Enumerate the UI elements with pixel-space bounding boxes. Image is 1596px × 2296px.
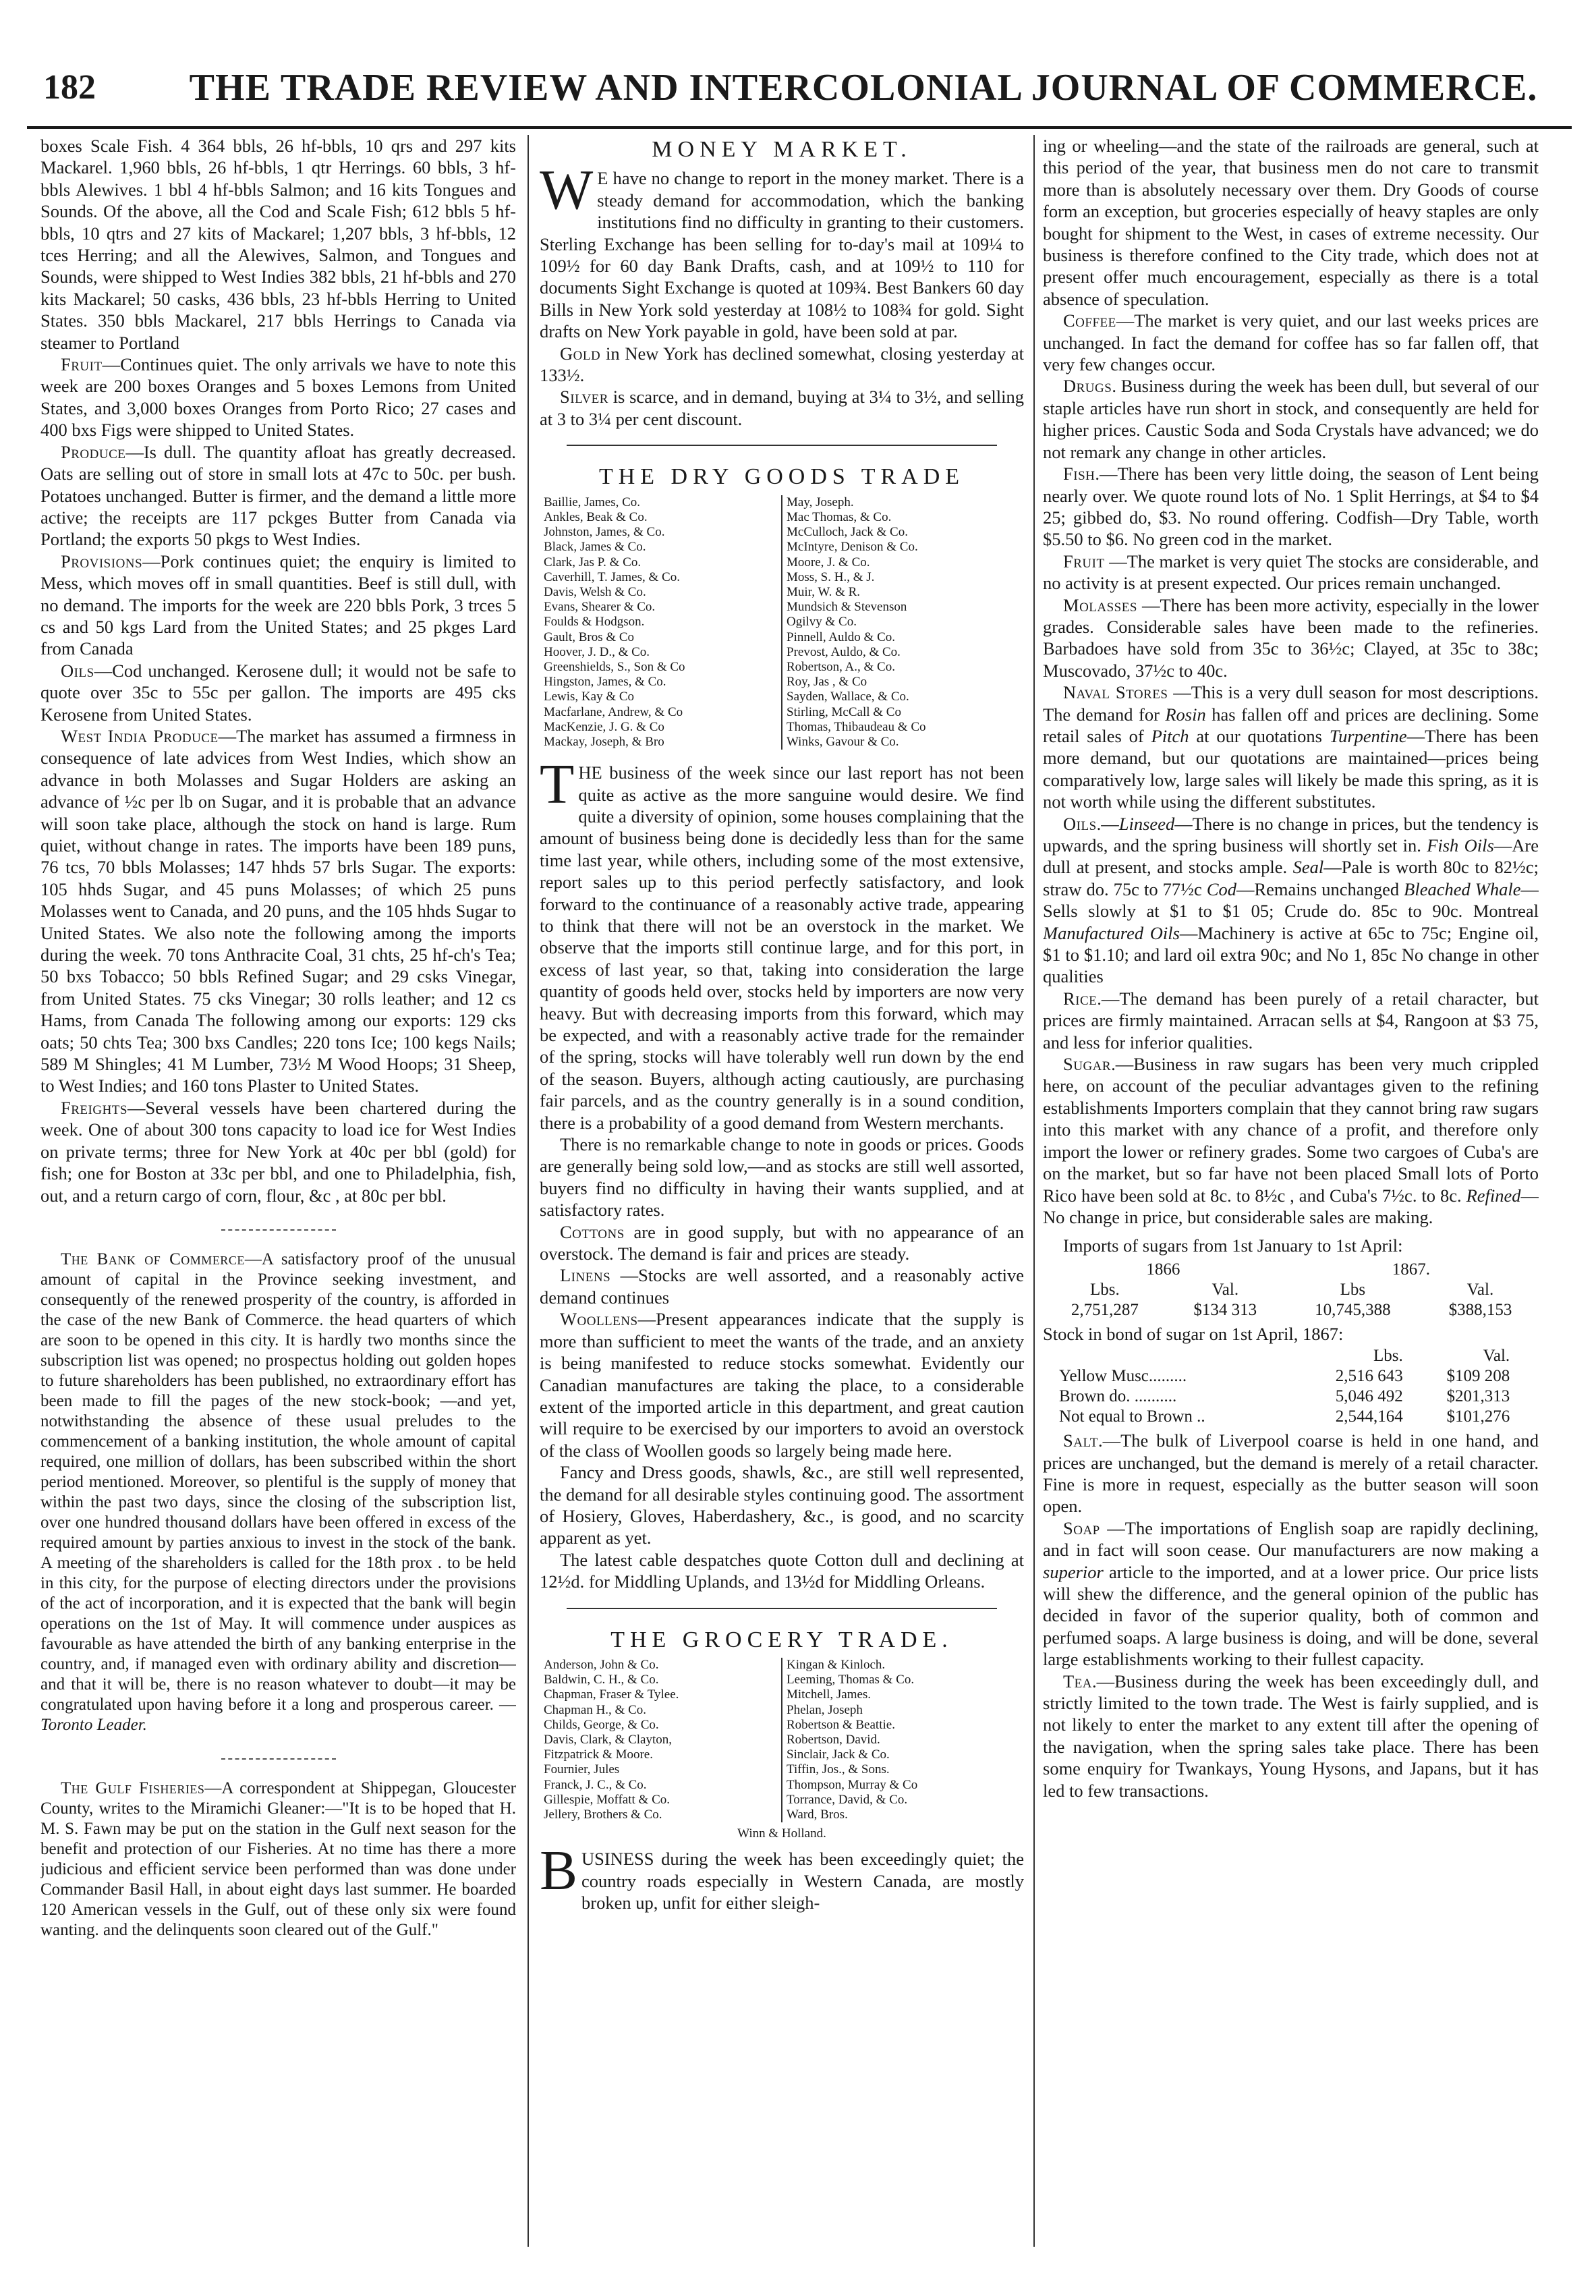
dropcap: W bbox=[540, 159, 594, 222]
firm-name: Ward, Bros. bbox=[787, 1808, 848, 1822]
fish-exports-paragraph: boxes Scale Fish. 4 364 bbls, 26 hf-bbls, 10 qrs and 297 kits Mackarel. 1,960 bbls, 26 hf-bbls, 1 qtr Herrings. 60 bbls, 3 hf-bbls Alewives. 1 bbl 4 hf-bbls Salmon; and 16 kits Tongues and Sounds. Of the above, all the Cod and Scale Fish; 612 bbls 5 hf-bbls, 10 qtrs and 27 kits of Mackarel; 1,207 bbls, 3 hf-bbls, 12 tces Herring; and all the Alewives, Salmon, and Tongues and Sounds, were shipped to West Indies 382 bbls, 21 hf-bbls and 270 kits Mackarel; 50 casks, 436 bbls, 23 hf-bbls Herring to United States. 350 bbls Mackarel, 217 bbls Herrings to Canada via steamer to Portland bbox=[40, 136, 516, 353]
money-market-text: E have no change to report in the money market. There is a steady demand for accommodation, which the banking institutions find no difficulty in granting to their customers. Sterling Exchange has been selling for to-day's mail at 109¼ to 109½ for 60 day Bank Drafts, cash, and at 109½ to 110 for documents Sight Exchange is quoted at 109¾. Best Bankers 60 day Bills in New York sold yesterday at 108½ to 108¾ for gold. Sight drafts on New York payable in gold, have been sold at par. bbox=[540, 168, 1024, 342]
section-divider bbox=[221, 1229, 336, 1231]
seal-term: Seal bbox=[1292, 857, 1324, 878]
firm-name: Thompson, Murray & Co bbox=[787, 1777, 918, 1792]
firms-left-column bbox=[540, 1658, 781, 1822]
table-header: Lbs. bbox=[1373, 1347, 1403, 1366]
oils-paragraph bbox=[40, 660, 516, 725]
bleached-whale-term: Bleached Whale bbox=[1404, 878, 1521, 899]
column-rule-1 bbox=[528, 135, 529, 2247]
fish-text: .—There has been very little doing, the season of Lent being nearly over. We quote round lots of No. 1 Split Herrings, at $4 to $4 25; gibbed do, $3. No round offering. Codfish—Dry Table, worth $5.50 to $6. No green cod in the market. bbox=[1043, 464, 1539, 550]
linens-paragraph bbox=[540, 1264, 1024, 1308]
drugs-heading: Drugs bbox=[1063, 376, 1112, 397]
firm-name: Hoover, J. D., & Co. bbox=[544, 644, 650, 659]
firm-name: Lewis, Kay & Co bbox=[544, 690, 635, 704]
naval-text: has fallen off and prices are declining. Some retail sales of bbox=[1043, 704, 1539, 746]
table-cell: 5,046 492 bbox=[1335, 1387, 1403, 1406]
table-row bbox=[1056, 1407, 1512, 1427]
table-cell: $201,313 bbox=[1446, 1387, 1510, 1406]
imports-caption: Imports of sugars from 1st January to 1st April: bbox=[1063, 1235, 1403, 1256]
naval-stores-paragraph bbox=[1043, 681, 1539, 812]
table-cell: Brown do. .......... bbox=[1059, 1387, 1177, 1406]
silver-text: is scarce, and in demand, buying at 3¼ to 3½, and selling at 3 to 3¼ per cent discount. bbox=[540, 387, 1024, 429]
produce-heading: Produce bbox=[61, 441, 126, 462]
oils-text: —Pale is worth 80c to 82½c; straw do. 75c to 77½c bbox=[1043, 857, 1539, 899]
turpentine-term: Turpentine bbox=[1329, 725, 1407, 746]
provisions-text: —Pork continues quiet; the enquiry is limited to Mess, which moves off in small quantities. Beef is still dull, with no demand. The imports for the week are 220 bbls Pork, 3 trces 5 cs and 50 kgs Lard from the United States; and 25 pkges Lard from Canada bbox=[40, 551, 516, 659]
stock-caption: Stock in bond of sugar on 1st April, 1867: bbox=[1043, 1323, 1344, 1344]
grocery-continued-paragraph: ing or wheeling—and the state of the railroads are general, such at this period of the year, that business men do not care to transmit more than is absolutely necessary over them. Dry Goods of course form an exception, but groceries especially of heavy staples are only bought for shipment to the West, in cases of extreme necessity. Our business is therefore confined to the City trade, which does not at present offer much encouragement, especially as there is a total absence of speculation. bbox=[1043, 136, 1539, 309]
column-3 bbox=[1043, 135, 1539, 2260]
firm-name: Baillie, James, Co. bbox=[544, 495, 641, 509]
firm-name: McCulloch, Jack & Co. bbox=[787, 525, 908, 540]
table-header: Lbs bbox=[1340, 1280, 1366, 1299]
rice-paragraph bbox=[1043, 988, 1539, 1053]
coffee-paragraph bbox=[1043, 310, 1539, 375]
firm-name: Mundsich & Stevenson bbox=[787, 600, 907, 615]
firm-name: Gillespie, Moffatt & Co. bbox=[544, 1792, 670, 1807]
firms-right-column bbox=[781, 495, 1024, 750]
drugs-paragraph bbox=[1043, 375, 1539, 463]
fruit-text: —Continues quiet. The only arrivals we have to note this week are 200 boxes Oranges and 5 boxes Lemons from United States, and 3,000 boxes Oranges from Porto Rico; 27 cases and 400 bxs Figs were shipped to United States. bbox=[40, 354, 516, 441]
firm-name: Robertson, A., & Co. bbox=[787, 659, 895, 674]
dry-goods-paragraph bbox=[540, 753, 1024, 1133]
firms-right-column bbox=[781, 1658, 1024, 1822]
firm-name: Winn & Holland. bbox=[737, 1826, 826, 1841]
section-divider bbox=[221, 1758, 336, 1760]
gulf-text: —A correspondent at Shippegan, Gloucester County, writes to the Miramichi Gleaner:—"It is to be hoped that H. M. S. Fawn may be put on the station in the Gulf next season for the benefit and protection of our Fisheries. At no time has there a more judicious and efficient service been performed than was done under Commander Basil Hall, in about eight days last summer. He boarded 120 American vessels in the Gulf, out of these only six were found wanting. and the delinquents soon cleared out of the Gulf." bbox=[40, 1779, 516, 1939]
firm-name: Chapman, Fraser & Tylee. bbox=[544, 1687, 679, 1702]
gold-heading: Gold bbox=[560, 343, 601, 364]
woollens-paragraph bbox=[540, 1308, 1024, 1461]
firm-name: Black, James & Co. bbox=[544, 540, 646, 555]
grocery-paragraph bbox=[540, 1839, 1024, 1913]
bank-of-commerce-paragraph bbox=[40, 1250, 516, 1735]
firm-name: Mackay, Joseph, & Bro bbox=[544, 734, 664, 749]
table-cell: Yellow Musc......... bbox=[1059, 1367, 1187, 1386]
firm-name: Thomas, Thibaudeau & Co bbox=[787, 719, 926, 734]
page-number: 182 bbox=[43, 68, 96, 107]
firm-name: Anderson, John & Co. bbox=[544, 1657, 659, 1672]
firm-name: Robertson, David. bbox=[787, 1733, 880, 1747]
oils-paragraph: Oils.—Linseed—There is no change in prices, but the tendency is upwards, and the spring business will shortly set in. Fish Oils—Are dull at present, and stocks ample. Seal—Pale is worth 80c to 82½c; straw do. 75c to 77½c Cod—Remains unchanged Bleached Whale—Sells slowly at $1 to $1 05; Crude do. 85c to 90c. Montreal Manufactured Oils—Machinery is active at 65c to 75c; Engine oil, $1 to $1.10; and lard oil extra 90c; and No 1, 85c No change in other qualities bbox=[1043, 813, 1539, 987]
freights-text: —Several vessels have been chartered during the week. One of about 300 tons capacity to load ice for West Indies on private terms; three for New York at 40c per bbl (gold) for fish; one for Boston at 33c per bbl, and one to Philadelphia, fish, out, and a return cargo of corn, flour, &c , at 80c per bbl. bbox=[40, 1097, 516, 1206]
cod-term: Cod bbox=[1206, 878, 1236, 899]
naval-stores-heading: Naval Stores bbox=[1063, 682, 1168, 703]
sugar-paragraph bbox=[1043, 1053, 1539, 1228]
linseed-term: Linseed bbox=[1118, 813, 1175, 834]
firm-name: Stirling, McCall & Co bbox=[787, 704, 901, 719]
dropcap: B bbox=[540, 1839, 578, 1903]
firm-name: Chapman H., & Co. bbox=[544, 1702, 646, 1717]
table-cell: $134 313 bbox=[1193, 1300, 1257, 1319]
woollens-heading: Woollens bbox=[560, 1309, 638, 1330]
section-rule bbox=[567, 445, 997, 446]
coffee-text: —The market is very quiet, and our last weeks prices are unchanged. In fact the demand for coffee has so far fallen off, that very few changes occur. bbox=[1043, 310, 1539, 375]
firm-name: Johnston, James, & Co. bbox=[544, 525, 665, 540]
rosin-term: Rosin bbox=[1165, 704, 1206, 725]
salt-paragraph bbox=[1043, 1430, 1539, 1517]
table-header: Val. bbox=[1483, 1347, 1510, 1366]
cottons-heading: Cottons bbox=[560, 1221, 625, 1242]
table-header: Lbs. bbox=[1090, 1280, 1120, 1299]
salt-heading: Salt bbox=[1063, 1430, 1098, 1451]
section-rule bbox=[567, 1608, 997, 1609]
grocery-text: USINESS during the week has been exceedingly quiet; the country roads especially in Western Canada, are mostly broken up, unfit for either sleigh- bbox=[581, 1849, 1024, 1913]
fish-oils-term: Fish Oils bbox=[1427, 835, 1494, 856]
tea-paragraph bbox=[1043, 1671, 1539, 1801]
firm-name: Sinclair, Jack & Co. bbox=[787, 1747, 890, 1762]
bank-heading: The Bank of Commerce bbox=[61, 1250, 245, 1268]
table-row bbox=[1056, 1366, 1512, 1387]
money-market-title: MONEY MARKET. bbox=[652, 137, 912, 162]
fruit-text: —The market is very quiet The stocks are considerable, and no activity is at present expected. Our prices remain unchanged. bbox=[1043, 551, 1539, 594]
firm-name: Leeming, Thomas & Co. bbox=[787, 1673, 915, 1687]
sugar-text: .—Business in raw sugars has been very much crippled here, on account of the peculiar advantages given to the refining establishments Importers complain that they cannot bring raw sugars into this market with any chance of a profit, and therefore only import the lower or refinery grades. Some two cargoes of Cuba's are on the market, but so far have not been placed Small lots of Porto Rico have been sold at 8c. to 8½c , and Cuba's 7½c. to 8c. bbox=[1043, 1054, 1539, 1206]
page-header bbox=[27, 62, 1572, 129]
grocery-trade-title: THE GROCERY TRADE. bbox=[610, 1627, 953, 1652]
firm-name: Muir, W. & R. bbox=[787, 584, 861, 599]
fish-heading: Fish bbox=[1063, 464, 1095, 484]
fruit-paragraph bbox=[40, 354, 516, 441]
superior-term: superior bbox=[1043, 1561, 1104, 1582]
table-cell: 2,544,164 bbox=[1335, 1407, 1403, 1426]
table-cell: $101,276 bbox=[1446, 1407, 1510, 1426]
tea-text: .—Business during the week has been exceedingly dull, and strictly limited to the town trade. The West is fairly supplied, and is not likely to enter the market to any extent till after the opening of the navigation, when the spring sales take place. There has been some enquiry for Twankays, Young Hysons, and Japans, but it has led to few transactions. bbox=[1043, 1671, 1539, 1801]
west-india-text: —The market has assumed a firmness in consequence of late advices from West Indies, which show an advance in both Molasses and Sugar Holders are asking an advance of ½c per lb on Sugar, and it is probable that an advance will soon take place, although the stock on hand is large. Rum quiet, without change in rates. The imports have been 189 puns, 76 tcs, 70 bbls Molasses; 147 hhds 57 brls Sugar. The exports: 105 hhds Sugar, and 45 puns Molasses; of which 25 puns Molasses went to Canada, and 20 puns, and the 105 hhds Sugar to United States. We also note the following among the imports during the week. 70 tons Anthracite Coal, 31 chts, 25 hf-ch's Tea; 50 bxs Tobacco; 50 bbls Refined Sugar; and 29 csks Vinegar, from United States. 75 cks Vinegar; 30 rolls leather; and 12 cs Hams, from Canada The following among our exports: 129 cks oats; 50 chts Tea; 300 bxs Candles; 220 tons Ice; 100 kegs Nails; 589 M Shingles; 41 M Lumber, 73½ M Wood Hoops; 31 Sheep, to West Indies; and 160 tons Plaster to United States. bbox=[40, 725, 516, 1096]
provisions-heading: Provisions bbox=[61, 551, 143, 571]
table-cell: 2,516 643 bbox=[1335, 1367, 1403, 1386]
table-header: Val. bbox=[1212, 1280, 1239, 1299]
soap-heading: Soap bbox=[1063, 1517, 1100, 1538]
oils-heading: Oils bbox=[61, 660, 94, 681]
freights-heading: Freights bbox=[61, 1097, 127, 1118]
firm-name: Winks, Gavour & Co. bbox=[787, 734, 899, 749]
firm-name: Sayden, Wallace, & Co. bbox=[787, 690, 909, 704]
silver-heading: Silver bbox=[560, 387, 608, 408]
salt-text: .—The bulk of Liverpool coarse is held in one hand, and prices are unchanged, but the demand is merely of a retail character. Fine is more in request, especially as the butter season will soon open. bbox=[1043, 1430, 1539, 1517]
woollens-text: —Present appearances indicate that the supply is more than sufficient to meet the wants of the trade, and an anxiety is being manifested to reduce stocks somewhat. Evidently our Canadian manufactures are taking the place, to a considerable extent of the imported article in this department, and great caution will require to be exercised by our importers to avoid an overstock of the class of Woollen goods so largely being made here. bbox=[540, 1309, 1024, 1461]
west-india-heading: West India Produce bbox=[61, 725, 219, 746]
oils-heading: Oils bbox=[1063, 813, 1097, 834]
firm-name: Ankles, Beak & Co. bbox=[544, 509, 648, 524]
firm-name: MacKenzie, J. G. & Co bbox=[544, 719, 664, 734]
molasses-text: —There has been more activity, especially in the lower grades. Considerable sales have been made to the refineries. Barbadoes have sold from 35c to 36½c; Clayed, at 35c to 38c; Muscovado, 37½c to 40c. bbox=[1043, 594, 1539, 681]
firm-name: Davis, Clark, & Clayton, bbox=[544, 1733, 672, 1747]
firm-name: Moore, J. & Co. bbox=[787, 555, 870, 569]
gold-text: in New York has declined somewhat, closing yesterday at 133½. bbox=[540, 343, 1024, 386]
fish-paragraph bbox=[1043, 463, 1539, 551]
firm-name: Pinnell, Auldo & Co. bbox=[787, 629, 895, 644]
produce-text: —Is dull. The quantity afloat has greatly decreased. Oats are selling out of store in small lots at 47c to 50c. per bush. Potatoes unchanged. Butter is firmer, and the demand a little more active; the receipts are 117 pckges Butter from Canada via Portland; the exports 50 pkgs to West Indies. bbox=[40, 441, 516, 550]
cottons-paragraph bbox=[540, 1221, 1024, 1265]
rice-text: .—The demand has been purely of a retail character, but prices are firmly maintained. Arracan sells at $4, Rangoon at $3 75, and less for inferior qualities. bbox=[1043, 988, 1539, 1053]
soap-text: article to the imported, and at a lower price. Our price lists will shew the difference, and the general opinion of the public has decided in favor of the superior quality, both of common and perfumed soaps. A large business is doing, and will be done, several large establishments working to their fullest capacity. bbox=[1043, 1561, 1539, 1670]
coffee-heading: Coffee bbox=[1063, 310, 1116, 331]
firm-name: McIntyre, Denison & Co. bbox=[787, 540, 918, 555]
naval-text: —There has been more demand, but our quotations are maintained—prices being comparatively low, large sales will likely be made this spring, as it is not worth while using the different substitutes. bbox=[1043, 725, 1539, 812]
grocery-firms bbox=[540, 1658, 1024, 1822]
tea-heading: Tea bbox=[1063, 1671, 1093, 1691]
oils-text: —Are dull at present, and stocks ample. bbox=[1043, 835, 1539, 878]
gulf-heading: The Gulf Fisheries bbox=[61, 1779, 205, 1797]
column-1 bbox=[40, 135, 516, 2260]
west-india-paragraph bbox=[40, 725, 516, 1097]
naval-text: —This is a very dull season for most descriptions. The demand for bbox=[1043, 682, 1539, 725]
manufactured-oils-term: Manufactured Oils bbox=[1043, 922, 1180, 943]
molasses-paragraph bbox=[1043, 594, 1539, 682]
linens-text: —Stocks are well assorted, and a reasonably active demand continues bbox=[540, 1265, 1024, 1308]
oils-text: —There is no change in prices, but the tendency is upwards, and the spring business will shortly set in. bbox=[1043, 813, 1539, 856]
linens-heading: Linens bbox=[560, 1265, 611, 1286]
firm-name: Tiffin, Jos., & Sons. bbox=[787, 1762, 890, 1777]
cable-paragraph: The latest cable despatches quote Cotton dull and declining at 12½d. for Middling Uplands, and 13½d for Middling Orleans. bbox=[540, 1549, 1024, 1592]
silver-paragraph bbox=[540, 386, 1024, 430]
refined-term: Refined bbox=[1466, 1185, 1521, 1206]
firm-name: Baldwin, C. H., & Co. bbox=[544, 1673, 659, 1687]
gold-paragraph bbox=[540, 343, 1024, 387]
table-cell: $388,153 bbox=[1448, 1300, 1512, 1319]
oils-text: —Cod unchanged. Kerosene dull; it would not be safe to quote over 35c to 55c per gallon. The imports are 495 cks Kerosene from United States. bbox=[40, 660, 516, 725]
dry-goods-text: HE business of the week since our last report has not been quite as active as the more sanguine would desire. We find quite a diversity of opinion, some houses complaining that the amount of business being done is decidedly less than for the same time last year, while others, including some of the most extensive, report sales up to this period perfectly satisfactory, and look forward to the continuance of a reasonably active trade, appearing to think that there will not be an overstock in the market. We observe that the imports still continue large, and for this port, in excess of last year, so that, taking into consideration the large quantity of goods held over, stocks held by importers are now very heavy. But with decreasing imports from this forward, which may be expected, and with a reasonably active trade for the remainder of the spring, stocks will have tolerably well run down by the end of the season. Buyers, although acting cautiously, are purchasing fair parcels, and as the country generally is in a sound condition, there is a probability of a good demand from Western merchants. bbox=[540, 762, 1024, 1133]
firm-name: Hingston, James, & Co. bbox=[544, 675, 666, 690]
table-header: Val. bbox=[1466, 1280, 1494, 1299]
journal-title: THE TRADE REVIEW AND INTERCOLONIAL JOURNAL OF COMMERCE. bbox=[189, 67, 1538, 109]
column-2 bbox=[540, 135, 1024, 2260]
produce-paragraph bbox=[40, 441, 516, 551]
table-cell: $109 208 bbox=[1446, 1367, 1510, 1386]
dry-goods-paragraph-2: There is no remarkable change to note in goods or prices. Goods are generally being sold low,—and as stocks are still well assorted, buyers find no difficulty in having their wants supplied, and at satisfactory rates. bbox=[540, 1134, 1024, 1221]
bank-source: Toronto Leader. bbox=[40, 1715, 147, 1734]
dry-goods-firms bbox=[540, 495, 1024, 750]
firm-name: Ogilvy & Co. bbox=[787, 615, 857, 629]
sugar-heading: Sugar bbox=[1063, 1054, 1112, 1075]
soap-text: —The importations of English soap are rapidly declining, and in fact will soon cease. Our manufacturers are now making a bbox=[1043, 1517, 1539, 1561]
fruit-paragraph bbox=[1043, 551, 1539, 594]
cottons-text: are in good supply, but with no appearance of an overstock. The demand is fair and prices are steady. bbox=[540, 1221, 1024, 1264]
dropcap: T bbox=[540, 753, 575, 816]
firms-left-column bbox=[540, 495, 781, 750]
sugar-imports-table bbox=[1043, 1260, 1539, 1320]
column-rule-2 bbox=[1033, 135, 1035, 2247]
rice-heading: Rice bbox=[1063, 988, 1098, 1009]
firm-name: Robertson & Beattie. bbox=[787, 1717, 895, 1732]
table-cell: 10,745,388 bbox=[1315, 1300, 1391, 1319]
dry-goods-title: THE DRY GOODS TRADE bbox=[598, 464, 965, 490]
molasses-heading: Molasses bbox=[1063, 594, 1137, 615]
freights-paragraph bbox=[40, 1097, 516, 1206]
money-market-paragraph bbox=[540, 159, 1024, 342]
firm-name: Roy, Jas , & Co bbox=[787, 675, 867, 690]
oils-text: —Sells slowly at $1 to $1 05; Crude do. 85c to 90c. Montreal bbox=[1043, 878, 1539, 922]
firm-name: Foulds & Hodgson. bbox=[544, 615, 645, 629]
firm-name: Fournier, Jules bbox=[544, 1762, 620, 1777]
fruit-heading: Fruit bbox=[1063, 551, 1105, 571]
oils-text: —Machinery is active at 65c to 75c; Engine oil, $1 to $1.10; and lard oil extra 90c; and No 1, 85c No change in other qualities bbox=[1043, 922, 1539, 987]
bank-text: —A satisfactory proof of the unusual amount of capital in the Province seeking investment, and consequently of the renewed prosperity of the country, is afforded in the case of the new Bank of Commerce. the head quarters of which are soon to be opened in this city. It is hardly two months since the subscription list was opened; no prospectus holding out golden hopes to future shareholders has been published, no extraordinary effort has been made to fill the pages of the new stock-book; —and yet, notwithstanding the absence of these usual preludes to the commencement of a banking institution, the whole amount of capital required, one million of dollars, has been subscribed within the short period mentioned. Moreover, so plentiful is the supply of money that within the past two days, since the closing of the subscription list, over one hundred thousand dollars have been offered in excess of the required amount by parties anxious to invest in the stock of the bank. A meeting of the shareholders is called for the 18th prox . to be held in this city, for the purpose of electing directors under the provisions of the act of incorporation, and it is expected that the bank will begin operations on the 1st of May. It will commence under auspices as favourable as have attended the birth of any banking enterprise in the country, and, if managed even with ordinary ability and discretion—and that it will be, there is no reason whatever to doubt—it may be congratulated upon having before it a long and prosperous career. — bbox=[40, 1250, 516, 1714]
sugar-text: —No change in price, but considerable sales are making. bbox=[1043, 1185, 1539, 1227]
firm-name: Davis, Welsh & Co. bbox=[544, 584, 646, 599]
firm-name: May, Joseph. bbox=[787, 495, 854, 509]
provisions-paragraph bbox=[40, 551, 516, 660]
firm-name: Caverhill, T. James, & Co. bbox=[544, 569, 680, 584]
firm-name: Gault, Bros & Co bbox=[544, 629, 635, 644]
oils-text: —Remains unchanged bbox=[1236, 878, 1404, 899]
year-1866: 1866 bbox=[1146, 1260, 1180, 1279]
firm-name: Fitzpatrick & Moore. bbox=[544, 1747, 653, 1762]
fancy-goods-paragraph: Fancy and Dress goods, shawls, &c., are still well represented, the demand for all desirable styles continuing good. The assortment of Hosiery, Gloves, Haberdashery, &c., is good, and no scarcity apparent as yet. bbox=[540, 1462, 1024, 1548]
pitch-term: Pitch bbox=[1151, 725, 1189, 746]
table-cell: Not equal to Brown .. bbox=[1059, 1407, 1205, 1426]
firm-name: Macfarlane, Andrew, & Co bbox=[544, 704, 683, 719]
sugar-stock-table bbox=[1056, 1346, 1512, 1427]
firm-name: Kingan & Kinloch. bbox=[787, 1657, 886, 1672]
gulf-fisheries-paragraph bbox=[40, 1779, 516, 1940]
firm-name: Torrance, David, & Co. bbox=[787, 1792, 908, 1807]
firm-name: Phelan, Joseph bbox=[787, 1702, 863, 1717]
year-1867: 1867. bbox=[1392, 1260, 1431, 1279]
firm-name: Mitchell, James. bbox=[787, 1687, 872, 1702]
firm-name: Greenshields, S., Son & Co bbox=[544, 659, 685, 674]
table-cell: 2,751,287 bbox=[1071, 1300, 1139, 1319]
table-row bbox=[1056, 1387, 1512, 1407]
fruit-heading: Fruit bbox=[61, 354, 103, 375]
firm-name: Mac Thomas, & Co. bbox=[787, 509, 892, 524]
firm-name: Evans, Shearer & Co. bbox=[544, 600, 656, 615]
grocery-firms-tail bbox=[540, 1825, 1024, 1841]
firm-name: Prevost, Auldo, & Co. bbox=[787, 644, 901, 659]
firm-name: Clark, Jas P. & Co. bbox=[544, 555, 642, 569]
firm-name: Childs, George, & Co. bbox=[544, 1717, 659, 1732]
drugs-text: . Business during the week has been dull, but several of our staple articles have run short in stock, and consequently are held for higher prices. Caustic Soda and Soda Crystals have advanced; we do not remark any change in other articles. bbox=[1043, 376, 1539, 462]
firm-name: Moss, S. H., & J. bbox=[787, 569, 875, 584]
soap-paragraph bbox=[1043, 1517, 1539, 1671]
firm-name: Jellery, Brothers & Co. bbox=[544, 1808, 662, 1822]
naval-text: at our quotations bbox=[1189, 725, 1330, 746]
firm-name: Franck, J. C., & Co. bbox=[544, 1777, 647, 1792]
